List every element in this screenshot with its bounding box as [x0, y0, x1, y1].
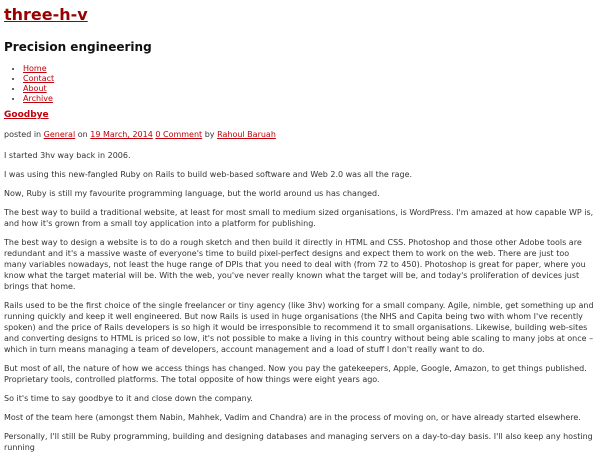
post-content — [4, 150, 594, 461]
post-paragraph: Now, Ruby is still my favourite programming language, but the world around us has changed. — [4, 189, 380, 198]
nav-link-contact[interactable]: Contact — [23, 74, 55, 83]
site-title — [4, 5, 88, 24]
post-paragraph: So it's time to say goodbye to it and close down the company. — [4, 394, 253, 403]
meta-on-text: on — [75, 130, 91, 139]
nav-link-about[interactable]: About — [23, 84, 47, 93]
post-paragraph: But most of all, the nature of how we access things has changed. Now you pay the gatekeepers, Apple, Google, Amazon, to get things published. Proprietary tools, controlled platforms. The total opposite of how things were eight years ago. — [4, 364, 587, 384]
nav-link-home[interactable]: Home — [23, 64, 47, 73]
meta-posted-in-text: posted in — [4, 130, 44, 139]
nav-link-archive[interactable]: Archive — [23, 94, 53, 103]
post-paragraph: I started 3hv way back in 2006. — [4, 151, 131, 160]
meta-by-text: by — [202, 130, 218, 139]
nav-item-archive — [23, 94, 54, 104]
post-paragraph: Personally, I'll still be Ruby programming, building and designing databases and managing servers on a day-to-day basis. I'll also keep any hosting running — [4, 432, 593, 452]
nav-item-contact — [23, 74, 54, 84]
post-paragraph: Rails used to be the first choice of the single freelancer or tiny agency (like 3hv) working for a small company. Agile, nimble, get something up and running quickly and keep it well engineered. But now Rails is used in huge organisations (the NHS and Capita being two with whom I've recently spoken) and the price of Rails developers is so high it would be irresponsible to recommend it to small organisations. Likewise, building web-sites and converting designs to HTML is priced so low, it's not possible to make a living in this country without being able scaling to many jobs at once – which in turn means managing a team of developers, account management and a load of stuff I don't really want to do. — [4, 301, 594, 354]
post-paragraph: The best way to design a website is to do a rough sketch and then build it directly in HTML and CSS. Photoshop and those other Adobe tools are redundant and it's a massive waste of everyone's time to build pixel-perfect designs and expect them to work on the web. There are just too many variables nowadays, not least the huge range of DPIs that you need to deal with (from 72 to 450). Photoshop is great for paper, where you know what the target material will be. With the web, you've never really known what the target will be, and today's proliferation of devices just brings that home. — [4, 238, 586, 291]
nav-item-home — [23, 64, 54, 74]
main-navigation — [10, 64, 54, 104]
meta-category-link[interactable]: General — [43, 130, 76, 139]
meta-author-link[interactable]: Rahoul Baruah — [217, 130, 276, 139]
post-paragraph: The best way to build a traditional website, at least for most small to medium sized organisations, is WordPress. I'm amazed at how capable WP is, and how it's grown from a small toy application into a platform for publishing. — [4, 208, 594, 228]
meta-comments-link[interactable]: 0 Comment — [155, 130, 203, 139]
site-title-link[interactable]: three-h-v — [4, 5, 88, 24]
post-title — [4, 109, 49, 121]
site-tagline: Precision engineering — [4, 40, 152, 54]
post-paragraph: Most of the team here (amongst them Nabin, Mahhek, Vadim and Chandra) are in the process of moving on, or have already started elsewhere. — [4, 413, 581, 422]
nav-item-about — [23, 84, 54, 94]
post-title-link[interactable]: Goodbye — [4, 110, 49, 120]
post-meta — [4, 130, 276, 140]
post-paragraph: I was using this new-fangled Ruby on Rails to build web-based software and Web 2.0 was all the rage. — [4, 170, 413, 179]
meta-date-link[interactable]: 19 March, 2014 — [90, 130, 153, 139]
